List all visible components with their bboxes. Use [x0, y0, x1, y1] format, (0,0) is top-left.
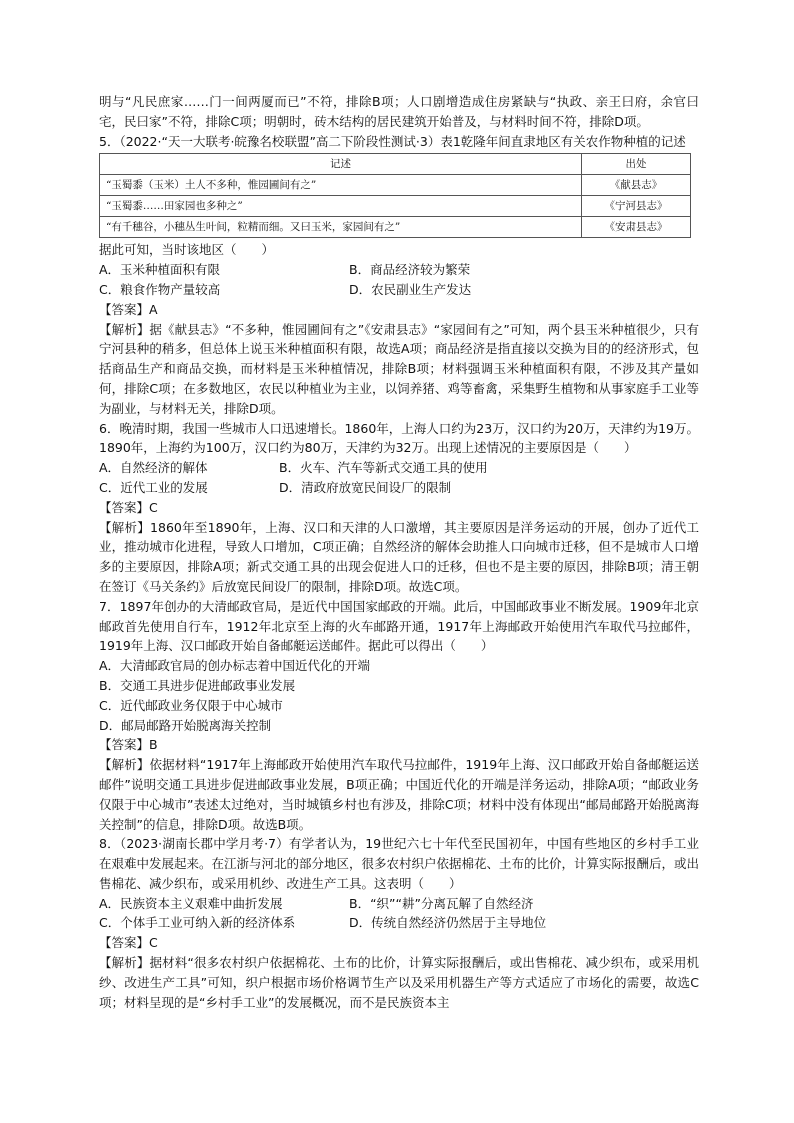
question-7-analysis: 【解析】依据材料“1917年上海邮政开始使用汽车取代马拉邮件，1919年上海、汉口邮政开始自备邮艇运送邮件”说明交通工具进步促进邮政事业发展，B项正确；中国近代化的开端是洋务运动，排除A项；“邮政业务仅限于中心城市”表述太过绝对，当时城镇乡村也有涉及，排除C项；材料中没有体现出“邮局邮路开始脱离海关控制”的信息，排除D项。故选B项。: [99, 757, 699, 832]
question-5-analysis: 【解析】据《献县志》“不多种，惟园圃间有之”《安肃县志》“家园间有之”可知，两个县玉米种植很少，只有宁河县种的稍多，但总体上说玉米种植面积有限，故选A项；商品经济是指直接以交换为目的的经济形式，包括商品生产和商品交换，而材料是玉米种植情况，排除B项；材料强调玉米种植面积有限，不涉及其产量如何，排除C项；在多数地区，农民以种植业为主业，以饲养猪、鸡等畜禽，采集野生植物和从事家庭手工业等为副业，与材料无关，排除D项。: [99, 321, 699, 416]
table-header-record: 记述: [100, 154, 582, 175]
option-c: C．个体手工业可纳入新的经济体系: [99, 915, 296, 931]
table-header-row: [100, 154, 691, 175]
option-c: C．粮食作物产量较高: [99, 281, 221, 297]
question-6-options: [99, 458, 699, 498]
option-a: A．民族资本主义艰难中曲折发展: [99, 895, 283, 911]
table-header-source: 出处: [582, 154, 691, 175]
question-8-analysis: 【解析】据材料“很多农村织户依据棉花、土布的比价，计算实际报酬后，或出售棉花、减少织布，或采用机纱、改进生产工具”可知，织户根据市场价格调节生产以及采用机器生产等方式适应了市场化的需要，故选C项；材料呈现的是“乡村手工业”的发展概况，而不是民族资本主: [99, 955, 699, 1010]
question-6-stem: 6．晚清时期，我国一些城市人口迅速增长。1860年，上海人口约为23万，汉口约为20万，天津约为19万。1890年，上海约为100万，汉口约为80万，天津约为32万。出现上述情况的主要原因是（ ）: [99, 420, 699, 456]
question-8-answer: 【答案】C: [99, 935, 158, 951]
table-cell-source: 《宁河县志》: [582, 196, 691, 217]
option-d: D．传统自然经济仍然居于主导地位: [349, 915, 547, 931]
question-8-stem: 8．（2023·湖南长郡中学月考·7）有学者认为，19世纪六七十年代至民国初年，中国有些地区的乡村手工业在艰难中发展起来。在江浙与河北的部分地区，很多农村织户依据棉花、土布的比价，计算实际报酬后，或出售棉花、减少织布，或采用机纱、改进生产工具。这表明（ ）: [99, 836, 700, 891]
question-7-stem: 7．1897年创办的大清邮政官局，是近代中国国家邮政的开端。此后，中国邮政事业不断发展。1909年北京邮政首先使用自行车，1912年北京至上海的火车邮路开通，1917年上海邮政开始使用汽车取代马拉邮件，1919年上海、汉口邮政开始自备邮艇运送邮件。据此可以得出（ ）: [99, 598, 699, 654]
table-cell-source: 《献县志》: [582, 175, 691, 196]
question-5-answer: 【答案】A: [99, 301, 158, 317]
question-6-analysis: 【解析】1860年至1890年，上海、汉口和天津的人口激增，其主要原因是洋务运动的开展，创办了近代工业，推动城市化进程，导致人口增加，C项正确；自然经济的解体会助推人口向城市迁移，但不是城市人口增多的主要原因，排除A项；新式交通工具的出现会促进人口的迁移，但也不是主要的原因，排除B项；清王朝在签订《马关条约》后放宽民间设厂的限制，排除D项。故选C项。: [99, 519, 699, 594]
source-table: [99, 153, 691, 238]
option-d: D．清政府放宽民间设厂的限制: [279, 479, 452, 495]
question-8-options: [99, 894, 699, 934]
question-6: [99, 419, 699, 597]
table-row: [100, 196, 691, 217]
document-page: [99, 92, 699, 1012]
option-c: C．近代邮政业务仅限于中心城市: [99, 697, 283, 713]
question-7-options: [99, 656, 699, 735]
intro-paragraph: 明与“凡民庶家……门一间两厦而已”不符，排除B项；人口剧增造成住房紧缺与“执政、亲王曰府，余官曰宅，民曰家”不符，排除C项；明朝时，砖木结构的居民建筑开始普及，与材料时间不符，排除D项。: [99, 94, 699, 129]
option-a: A．自然经济的解体: [99, 460, 208, 476]
option-b: B．火车、汽车等新式交通工具的使用: [279, 460, 488, 476]
table-cell-record: “玉蜀黍……田家园也多种之”: [100, 196, 582, 217]
option-b: B．交通工具进步促进邮政事业发展: [99, 677, 296, 693]
table-cell-source: 《安肃县志》: [582, 217, 691, 238]
question-7-answer: 【答案】B: [99, 737, 158, 753]
table-cell-record: “有千穗谷，小穗丛生叶间，粒精而细。又曰玉米，家园间有之”: [100, 217, 582, 238]
option-a: A．大清邮政官局的创办标志着中国近代化的开端: [99, 658, 371, 674]
table-cell-record: “玉蜀黍（玉米）土人不多种，惟园圃间有之”: [100, 175, 582, 196]
option-c: C．近代工业的发展: [99, 479, 208, 495]
question-8: [99, 834, 699, 1012]
option-d: D．农民副业生产发达: [349, 281, 472, 297]
question-5-prompt: 据此可知，当时该地区（ ）: [99, 242, 275, 258]
table-row: [100, 175, 691, 196]
option-a: A．玉米种植面积有限: [99, 262, 221, 278]
option-b: B．“织”“耕”分离瓦解了自然经济: [349, 895, 534, 911]
table-row: [100, 217, 691, 238]
option-b: B．商品经济较为繁荣: [349, 262, 471, 278]
question-7: [99, 597, 699, 835]
option-d: D．邮局邮路开始脱离海关控制: [99, 717, 272, 733]
question-5: [99, 132, 699, 419]
question-5-options: [99, 260, 699, 300]
question-6-answer: 【答案】C: [99, 499, 158, 515]
question-5-stem: 5．（2022·“天一大联考·皖豫名校联盟”高二下阶段性测试·3）表1乾隆年间直隶地区有关农作物种植的记述: [99, 133, 686, 149]
